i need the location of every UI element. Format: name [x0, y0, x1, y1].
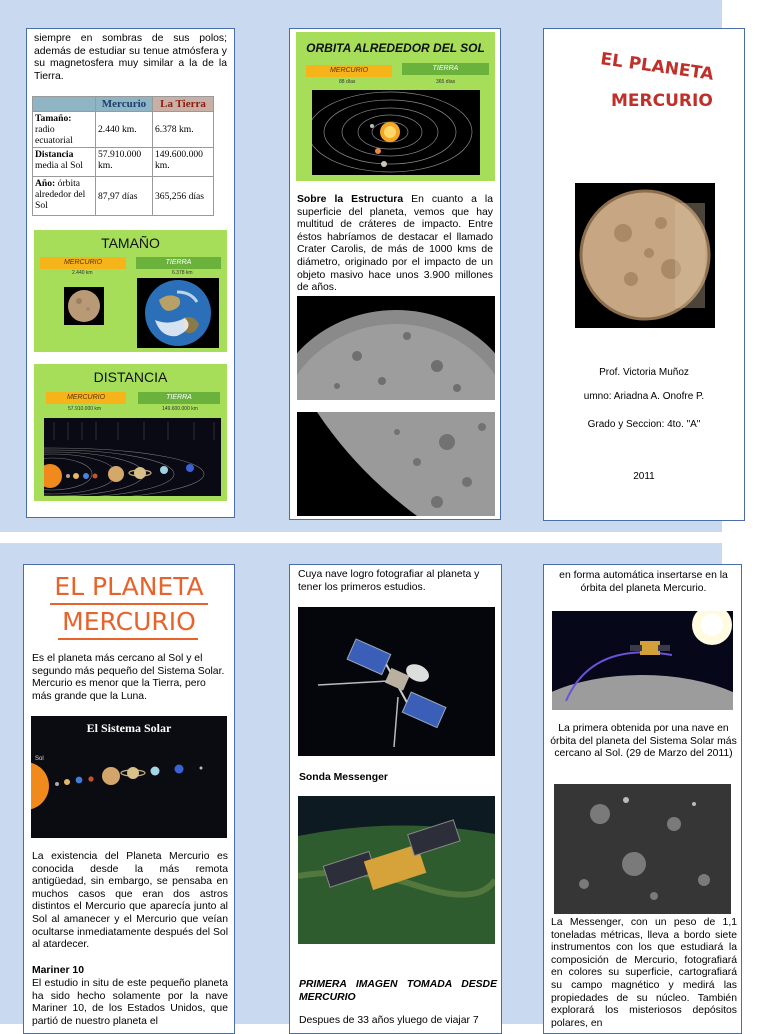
table-row: Distancia media al Sol 57.910.000 km. 149.600.000 km.: [33, 148, 214, 177]
intro-paragraph: Es el planeta más cercano al Sol y el segundo más pequeño del Sistema Solar. Mercurio es menor que la Tierra, pero más grande que la Luna.: [32, 653, 225, 702]
distance-tag-tierra: TIERRA: [138, 392, 220, 404]
solar-system-distance-icon: [44, 418, 221, 496]
solar-system-title: El Sistema Solar: [86, 721, 172, 735]
title-underline-2: [58, 638, 198, 640]
bottom-middle-panel: [289, 564, 502, 1034]
intro-text: siempre en sombras de sus polos; además de estudiar su tenue atmósfera y su magnetosfera muy similar a la de la Tierra.: [34, 33, 227, 82]
brochure-outside-sheet: [0, 0, 722, 532]
bottom-left-panel: [23, 564, 235, 1034]
structure-heading: Sobre la Estructura: [297, 194, 404, 205]
first-image-heading: PRIMERA IMAGEN TOMADA DESDE MERCURIO: [299, 979, 497, 1003]
table-header-empty: [33, 97, 96, 112]
distance-val-mercurio: 57.910.000 km: [68, 406, 102, 412]
orbit-tag-mercurio: MERCURIO: [306, 65, 392, 77]
size-comparison-image: [34, 230, 227, 352]
cover-title-line2: MERCURIO: [611, 91, 713, 111]
earth-icon: [137, 278, 219, 348]
messenger-heading: Sonda Messenger: [299, 772, 388, 783]
inside-title-line1: EL PLANETA: [54, 572, 204, 601]
mercury-small-icon: [64, 287, 104, 325]
nave-intro: Cuya nave logro fotografiar al planeta y tener los primeros estudios.: [298, 569, 480, 593]
mariner-spacecraft-image: [298, 607, 495, 756]
orbit-days-tierra: 365 días: [436, 79, 456, 85]
messenger-orbit-image: [552, 611, 733, 710]
mercury-horizon-image: [297, 296, 495, 400]
solar-system-image: [31, 716, 227, 838]
cover-year: 2011: [633, 471, 655, 482]
size-title: TAMAÑO: [101, 235, 160, 251]
first-image-caption: La primera obtenida por una nave en órbita del planeta del Sistema Solar más cercano al Sol. (29 de Marzo del 2011): [550, 723, 737, 760]
top-left-panel: [26, 28, 235, 518]
mariner-paragraph: El estudio in situ de este pequeño planeta ha sido hecho solamente por la nave Mariner 10, de los Estados Unidos, que partió de nuestro planeta el: [32, 978, 228, 1027]
size-tag-tierra: TIERRA: [136, 257, 221, 269]
inside-title-line2: MERCURIO: [62, 607, 196, 636]
orbit-diagram-icon: [312, 90, 480, 175]
table-row: Tamaño: radio ecuatorial 2.440 km. 6.378 km.: [33, 112, 214, 148]
cover-title-line1: EL PLANETA: [599, 49, 715, 85]
orbit-title: ORBITA ALREDEDOR DEL SOL: [306, 41, 485, 55]
distance-tag-mercurio: MERCURIO: [46, 392, 126, 404]
distance-val-tierra: 149.600.000 km: [162, 406, 198, 412]
structure-paragraph: Sobre la Estructura En cuanto a la superficie del planeta, vemos que hay multitud de cráteres de impacto. Entre éstos habríamos de destacar el llamado Crater Carolis, de más de 1000 kms de diámetro, originado por el impacto de un objeto masivo hace unos 3.900 millones de años.: [297, 194, 494, 294]
size-val-tierra: 6.378 km: [172, 270, 193, 276]
top-middle-panel: [289, 28, 501, 520]
teacher-name: Prof. Victoria Muñoz: [599, 367, 689, 378]
cover-panel: [543, 28, 745, 521]
table-header-tierra: La Tierra: [153, 97, 214, 112]
orbit-days-mercurio: 88 días: [339, 79, 356, 85]
mariner-heading: Mariner 10: [32, 965, 84, 976]
orbit-tag-tierra: TIERRA: [402, 63, 489, 75]
student-name: umno: Ariadna A. Onofre P.: [583, 391, 705, 402]
solar-system-sun-label: Sol: [35, 756, 44, 762]
size-tag-mercurio: MERCURIO: [40, 257, 126, 269]
table-header-mercurio: Mercurio: [96, 97, 153, 112]
size-val-mercurio: 2.440 km: [72, 270, 93, 276]
mercury-crater-closeup-image: [297, 412, 495, 516]
middle-tail-text: Despues de 33 años yluego de viajar 7: [299, 1015, 479, 1026]
messenger-probe-image: [298, 796, 495, 944]
orbit-insertion-text: en forma automática insertarse en la órbita del planeta Mercurio.: [559, 570, 728, 594]
bottom-right-panel: [543, 564, 742, 1034]
distance-title: DISTANCIA: [93, 369, 168, 385]
messenger-paragraph: La Messenger, con un peso de 1,1 toneladas métricas, lleva a bordo siete instrumentos con los que estudiará la composición de Mercurio, fotografiará en colores su superficie, cartografiará su campo magnético y medirá las propiedades de su núcleo. También explorará los misteriosos depósitos polares, en: [551, 917, 737, 1029]
history-paragraph: La existencia del Planeta Mercurio es conocida desde la más remota antigüedad, sin embargo, se pensaba en muchos casos que eran dos astros distintos el Mercurio que aparecía junto al Sol al amanecer y el Mercurio que veían ocultarse inmediatamente después del Sol al atardecer.: [32, 851, 228, 951]
mercury-planet-image: [575, 183, 715, 328]
distance-comparison-image: [34, 364, 227, 501]
brochure-inside-sheet: [0, 543, 737, 1029]
table-row: Año: órbita alrededor del Sol 87,97 días 365,256 días: [33, 177, 214, 216]
orbit-image: [296, 32, 495, 181]
mercury-first-photo-image: [554, 784, 731, 914]
comparison-table: [32, 96, 214, 216]
grade-section: Grado y Seccion: 4to. "A": [587, 419, 701, 430]
